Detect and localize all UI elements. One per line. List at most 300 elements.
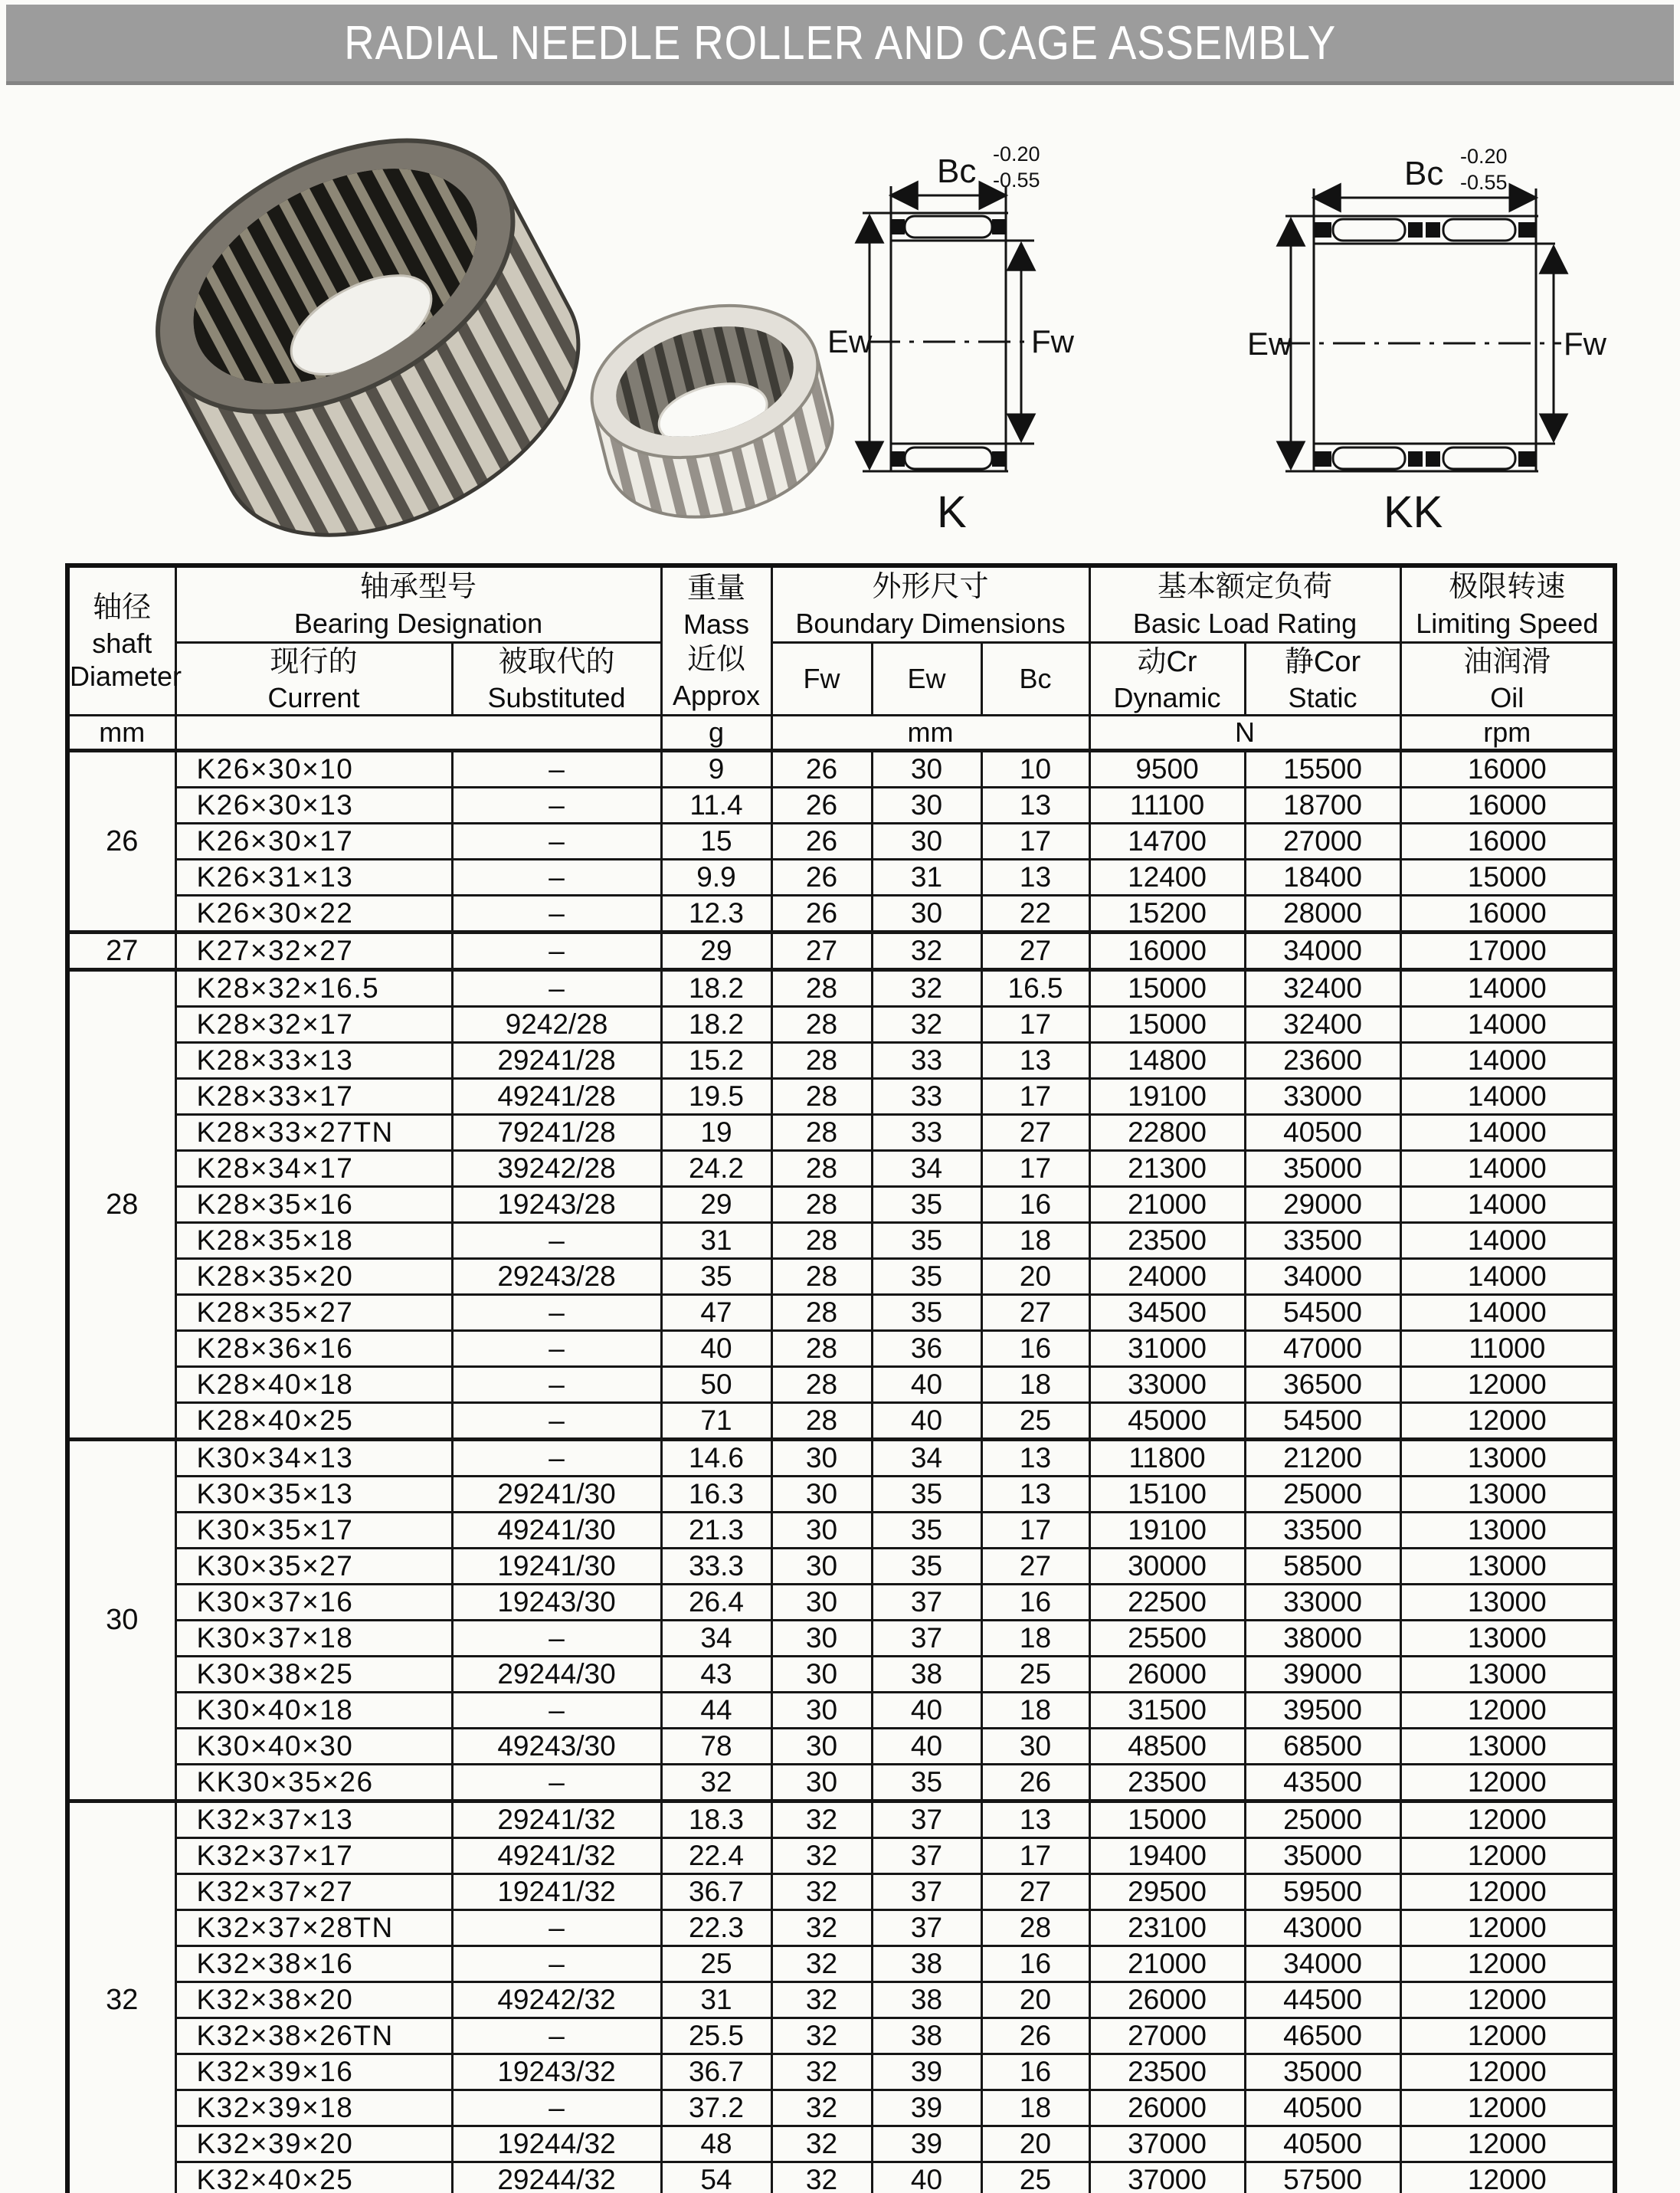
mass-cell: 32 (661, 1765, 771, 1801)
ew-cell: 39 (872, 2090, 981, 2126)
designation-cell: K30×35×13 (175, 1477, 452, 1513)
substituted-cell: 19241/30 (452, 1549, 661, 1585)
dynamic-load-cell: 23100 (1089, 1910, 1245, 1946)
mass-cell: 33.3 (661, 1549, 771, 1585)
bc-cell: 17 (981, 824, 1089, 860)
fw-cell: 28 (771, 1223, 872, 1259)
mass-cell: 22.3 (661, 1910, 771, 1946)
col-header-dynamic: 动Cr Dynamic (1089, 642, 1245, 716)
fw-cell: 30 (771, 1513, 872, 1549)
limiting-speed-cell: 14000 (1400, 1007, 1615, 1043)
substituted-cell: – (452, 1693, 661, 1729)
substituted-cell: – (452, 970, 661, 1007)
ew-cell: 38 (872, 1982, 981, 2018)
ew-cell: 40 (872, 1729, 981, 1765)
bc-cell: 25 (981, 1403, 1089, 1440)
table-row (67, 1223, 1615, 1259)
dynamic-load-cell: 23500 (1089, 2054, 1245, 2090)
unit-boundary: mm (771, 716, 1089, 751)
designation-cell: K30×35×27 (175, 1549, 452, 1585)
mass-cell: 36.7 (661, 2054, 771, 2090)
dynamic-load-cell: 15000 (1089, 970, 1245, 1007)
table-row (67, 1693, 1615, 1729)
substituted-cell: 19243/28 (452, 1187, 661, 1223)
designation-cell: K26×30×13 (175, 788, 452, 824)
spec-table (65, 563, 1617, 2193)
bc-cell: 13 (981, 1477, 1089, 1513)
fw-cell: 27 (771, 933, 872, 970)
static-load-cell: 15500 (1245, 751, 1400, 788)
dynamic-load-cell: 37000 (1089, 2126, 1245, 2162)
static-load-cell: 35000 (1245, 2054, 1400, 2090)
dynamic-load-cell: 34500 (1089, 1295, 1245, 1331)
dim-label-bc-k: Bc (937, 152, 977, 190)
substituted-cell: – (452, 1295, 661, 1331)
dynamic-load-cell: 22500 (1089, 1585, 1245, 1621)
fw-cell: 30 (771, 1765, 872, 1801)
dim-label-fw-kk: Fw (1564, 326, 1606, 362)
dynamic-load-cell: 9500 (1089, 751, 1245, 788)
limiting-speed-cell: 16000 (1400, 751, 1615, 788)
designation-cell: K32×38×20 (175, 1982, 452, 2018)
ew-cell: 36 (872, 1331, 981, 1367)
fw-cell: 26 (771, 751, 872, 788)
substituted-cell: – (452, 1367, 661, 1403)
limiting-speed-cell: 12000 (1400, 2090, 1615, 2126)
ew-cell: 39 (872, 2126, 981, 2162)
substituted-cell: 29244/32 (452, 2162, 661, 2193)
substituted-cell: – (452, 1910, 661, 1946)
bearing-photos (100, 138, 850, 544)
designation-cell: K26×30×17 (175, 824, 452, 860)
table-row (67, 860, 1615, 896)
diagram-kk-label: KK (1384, 487, 1443, 537)
mass-cell: 48 (661, 2126, 771, 2162)
static-load-cell: 35000 (1245, 1838, 1400, 1874)
ew-cell: 35 (872, 1187, 981, 1223)
bc-cell: 25 (981, 2162, 1089, 2193)
bc-cell: 10 (981, 751, 1089, 788)
diagram-kk (1278, 188, 1561, 471)
ew-cell: 33 (872, 1079, 981, 1115)
limiting-speed-cell: 13000 (1400, 1513, 1615, 1549)
table-row (67, 896, 1615, 933)
dynamic-load-cell: 15200 (1089, 896, 1245, 933)
static-load-cell: 68500 (1245, 1729, 1400, 1765)
fw-cell: 32 (771, 2090, 872, 2126)
static-load-cell: 39500 (1245, 1693, 1400, 1729)
dynamic-load-cell: 15100 (1089, 1477, 1245, 1513)
designation-cell: K32×38×16 (175, 1946, 452, 1982)
designation-cell: K28×33×17 (175, 1079, 452, 1115)
unit-designation-empty (175, 716, 661, 751)
bc-cell: 18 (981, 1367, 1089, 1403)
fw-cell: 32 (771, 2054, 872, 2090)
bc-cell: 18 (981, 1693, 1089, 1729)
fw-cell: 30 (771, 1549, 872, 1585)
fw-cell: 32 (771, 1910, 872, 1946)
ew-cell: 32 (872, 1007, 981, 1043)
dynamic-load-cell: 14700 (1089, 824, 1245, 860)
static-load-cell: 54500 (1245, 1295, 1400, 1331)
bc-cell: 27 (981, 1295, 1089, 1331)
ew-cell: 37 (872, 1910, 981, 1946)
table-row (67, 1801, 1615, 1838)
mass-cell: 21.3 (661, 1513, 771, 1549)
dynamic-load-cell: 33000 (1089, 1367, 1245, 1403)
ew-cell: 37 (872, 1621, 981, 1657)
static-load-cell: 36500 (1245, 1367, 1400, 1403)
designation-cell: K28×35×20 (175, 1259, 452, 1295)
designation-cell: K26×30×10 (175, 751, 452, 788)
limiting-speed-cell: 14000 (1400, 1151, 1615, 1187)
substituted-cell: 79241/28 (452, 1115, 661, 1151)
designation-cell: K32×39×18 (175, 2090, 452, 2126)
mass-cell: 12.3 (661, 896, 771, 933)
fw-cell: 28 (771, 1043, 872, 1079)
table-row (67, 1151, 1615, 1187)
ew-cell: 33 (872, 1043, 981, 1079)
table-row (67, 1331, 1615, 1367)
mass-cell: 29 (661, 1187, 771, 1223)
limiting-speed-cell: 13000 (1400, 1585, 1615, 1621)
substituted-cell: 49243/30 (452, 1729, 661, 1765)
ew-cell: 37 (872, 1801, 981, 1838)
substituted-cell: – (452, 824, 661, 860)
ew-cell: 35 (872, 1549, 981, 1585)
limiting-speed-cell: 14000 (1400, 1223, 1615, 1259)
mass-cell: 11.4 (661, 788, 771, 824)
ew-cell: 35 (872, 1477, 981, 1513)
table-row (67, 1874, 1615, 1910)
col-header-fw: Fw (771, 642, 872, 716)
ew-cell: 35 (872, 1765, 981, 1801)
dynamic-load-cell: 45000 (1089, 1403, 1245, 1440)
ew-cell: 38 (872, 2018, 981, 2054)
col-header-bearing-designation: 轴承型号 Bearing Designation (175, 565, 661, 642)
bc-cell: 26 (981, 2018, 1089, 2054)
substituted-cell: 29243/28 (452, 1259, 661, 1295)
static-load-cell: 33000 (1245, 1585, 1400, 1621)
fw-cell: 28 (771, 1115, 872, 1151)
static-load-cell: 40500 (1245, 2090, 1400, 2126)
static-load-cell: 34000 (1245, 1259, 1400, 1295)
dynamic-load-cell: 23500 (1089, 1765, 1245, 1801)
designation-cell: K32×38×26TN (175, 2018, 452, 2054)
mass-cell: 18.2 (661, 1007, 771, 1043)
table-row (67, 1982, 1615, 2018)
bc-cell: 20 (981, 2126, 1089, 2162)
limiting-speed-cell: 13000 (1400, 1440, 1615, 1477)
bc-cell: 16 (981, 1585, 1089, 1621)
dynamic-load-cell: 48500 (1089, 1729, 1245, 1765)
dynamic-load-cell: 15000 (1089, 1801, 1245, 1838)
table-row (67, 1043, 1615, 1079)
bc-cell: 26 (981, 1765, 1089, 1801)
dynamic-load-cell: 19100 (1089, 1079, 1245, 1115)
fw-cell: 32 (771, 2126, 872, 2162)
limiting-speed-cell: 12000 (1400, 1403, 1615, 1440)
limiting-speed-cell: 14000 (1400, 1259, 1615, 1295)
fw-cell: 28 (771, 1295, 872, 1331)
ew-cell: 35 (872, 1259, 981, 1295)
ew-cell: 31 (872, 860, 981, 896)
diagram-k (863, 186, 1034, 471)
mass-cell: 24.2 (661, 1151, 771, 1187)
table-row (67, 970, 1615, 1007)
static-load-cell: 39000 (1245, 1657, 1400, 1693)
table-row (67, 2018, 1615, 2054)
bc-cell: 22 (981, 896, 1089, 933)
ew-cell: 38 (872, 1657, 981, 1693)
fw-cell: 32 (771, 1801, 872, 1838)
table-row (67, 824, 1615, 860)
limiting-speed-cell: 16000 (1400, 824, 1615, 860)
fw-cell: 28 (771, 1259, 872, 1295)
limiting-speed-cell: 17000 (1400, 933, 1615, 970)
bc-cell: 17 (981, 1079, 1089, 1115)
bc-cell: 16 (981, 1946, 1089, 1982)
static-load-cell: 46500 (1245, 2018, 1400, 2054)
limiting-speed-cell: 14000 (1400, 1295, 1615, 1331)
static-load-cell: 25000 (1245, 1801, 1400, 1838)
limiting-speed-cell: 12000 (1400, 1910, 1615, 1946)
designation-cell: K30×37×18 (175, 1621, 452, 1657)
mass-cell: 78 (661, 1729, 771, 1765)
fw-cell: 26 (771, 788, 872, 824)
dynamic-load-cell: 31000 (1089, 1331, 1245, 1367)
static-load-cell: 35000 (1245, 1151, 1400, 1187)
page-header-banner (6, 5, 1674, 85)
designation-cell: K28×40×18 (175, 1367, 452, 1403)
static-load-cell: 47000 (1245, 1331, 1400, 1367)
static-load-cell: 18400 (1245, 860, 1400, 896)
fw-cell: 28 (771, 1151, 872, 1187)
static-load-cell: 33000 (1245, 1079, 1400, 1115)
col-header-mass: 重量 Mass 近似 Approx (661, 565, 771, 716)
designation-cell: K28×34×17 (175, 1151, 452, 1187)
fw-cell: 30 (771, 1729, 872, 1765)
table-row (67, 1187, 1615, 1223)
dynamic-load-cell: 25500 (1089, 1621, 1245, 1657)
static-load-cell: 18700 (1245, 788, 1400, 824)
substituted-cell: 19243/32 (452, 2054, 661, 2090)
mass-cell: 34 (661, 1621, 771, 1657)
table-row (67, 1838, 1615, 1874)
shaft-diameter-value: 30 (67, 1440, 175, 1801)
substituted-cell: – (452, 788, 661, 824)
bc-cell: 28 (981, 1910, 1089, 1946)
mass-cell: 47 (661, 1295, 771, 1331)
fw-cell: 28 (771, 1331, 872, 1367)
table-row (67, 1477, 1615, 1513)
dim-tol-upper-kk: -0.20 (1460, 145, 1508, 168)
mass-cell: 43 (661, 1657, 771, 1693)
col-header-oil: 油润滑 Oil (1400, 642, 1615, 716)
table-row (67, 2054, 1615, 2090)
dynamic-load-cell: 26000 (1089, 1982, 1245, 2018)
table-row (67, 1440, 1615, 1477)
bc-cell: 18 (981, 1621, 1089, 1657)
table-row (67, 1007, 1615, 1043)
bc-cell: 17 (981, 1838, 1089, 1874)
mass-cell: 40 (661, 1331, 771, 1367)
fw-cell: 28 (771, 1187, 872, 1223)
table-row (67, 1259, 1615, 1295)
bc-cell: 16 (981, 1331, 1089, 1367)
col-header-basic-load-rating: 基本额定负荷 Basic Load Rating (1089, 565, 1400, 642)
shaft-diameter-value: 27 (67, 933, 175, 970)
substituted-cell: 19241/32 (452, 1874, 661, 1910)
dim-label-fw-k: Fw (1031, 323, 1074, 359)
mass-cell: 19.5 (661, 1079, 771, 1115)
bc-cell: 20 (981, 1259, 1089, 1295)
bc-cell: 13 (981, 1440, 1089, 1477)
unit-load: N (1089, 716, 1400, 751)
dynamic-load-cell: 16000 (1089, 933, 1245, 970)
fw-cell: 28 (771, 1079, 872, 1115)
mass-cell: 37.2 (661, 2090, 771, 2126)
mass-cell: 16.3 (661, 1477, 771, 1513)
table-row (67, 2090, 1615, 2126)
dynamic-load-cell: 22800 (1089, 1115, 1245, 1151)
static-load-cell: 21200 (1245, 1440, 1400, 1477)
table-row (67, 1295, 1615, 1331)
fw-cell: 30 (771, 1440, 872, 1477)
designation-cell: K32×37×28TN (175, 1910, 452, 1946)
table-row (67, 788, 1615, 824)
substituted-cell: 49242/32 (452, 1982, 661, 2018)
designation-cell: K30×40×18 (175, 1693, 452, 1729)
fw-cell: 28 (771, 1367, 872, 1403)
diagram-k-label: K (937, 487, 967, 537)
limiting-speed-cell: 13000 (1400, 1657, 1615, 1693)
bc-cell: 27 (981, 1115, 1089, 1151)
table-row (67, 933, 1615, 970)
mass-cell: 29 (661, 933, 771, 970)
designation-cell: K32×37×17 (175, 1838, 452, 1874)
ew-cell: 39 (872, 2054, 981, 2090)
static-load-cell: 34000 (1245, 933, 1400, 970)
col-header-limiting-speed: 极限转速 Limiting Speed (1400, 565, 1615, 642)
bc-cell: 20 (981, 1982, 1089, 2018)
ew-cell: 35 (872, 1513, 981, 1549)
limiting-speed-cell: 14000 (1400, 1115, 1615, 1151)
dynamic-load-cell: 23500 (1089, 1223, 1245, 1259)
substituted-cell: – (452, 1223, 661, 1259)
dim-label-ew-kk: Ew (1247, 326, 1292, 362)
bc-cell: 18 (981, 2090, 1089, 2126)
ew-cell: 33 (872, 1115, 981, 1151)
dynamic-load-cell: 27000 (1089, 2018, 1245, 2054)
fw-cell: 26 (771, 860, 872, 896)
static-load-cell: 57500 (1245, 2162, 1400, 2193)
bearing-photo-small (575, 284, 848, 540)
substituted-cell: 49241/28 (452, 1079, 661, 1115)
static-load-cell: 29000 (1245, 1187, 1400, 1223)
limiting-speed-cell: 12000 (1400, 1367, 1615, 1403)
dim-tol-upper-k: -0.20 (993, 143, 1040, 166)
substituted-cell: 49241/32 (452, 1838, 661, 1874)
ew-cell: 34 (872, 1440, 981, 1477)
substituted-cell: – (452, 751, 661, 788)
mass-cell: 50 (661, 1367, 771, 1403)
substituted-cell: – (452, 1621, 661, 1657)
shaft-diameter-value: 32 (67, 1801, 175, 2193)
static-load-cell: 33500 (1245, 1513, 1400, 1549)
bc-cell: 16 (981, 1187, 1089, 1223)
unit-mass: g (661, 716, 771, 751)
col-header-substituted: 被取代的 Substituted (452, 642, 661, 716)
limiting-speed-cell: 12000 (1400, 1765, 1615, 1801)
bc-cell: 16 (981, 2054, 1089, 2090)
substituted-cell: – (452, 2090, 661, 2126)
table-row (67, 1115, 1615, 1151)
col-header-static: 静Cor Static (1245, 642, 1400, 716)
dynamic-load-cell: 15000 (1089, 1007, 1245, 1043)
dynamic-load-cell: 29500 (1089, 1874, 1245, 1910)
ew-cell: 40 (872, 1693, 981, 1729)
unit-speed: rpm (1400, 716, 1615, 751)
mass-cell: 35 (661, 1259, 771, 1295)
ew-cell: 40 (872, 2162, 981, 2193)
dynamic-load-cell: 21000 (1089, 1946, 1245, 1982)
mass-cell: 25 (661, 1946, 771, 1982)
mass-cell: 31 (661, 1982, 771, 2018)
limiting-speed-cell: 14000 (1400, 1079, 1615, 1115)
dim-tol-lower-k: -0.55 (993, 169, 1040, 192)
ew-cell: 32 (872, 933, 981, 970)
limiting-speed-cell: 13000 (1400, 1729, 1615, 1765)
static-load-cell: 58500 (1245, 1549, 1400, 1585)
substituted-cell: 19243/30 (452, 1585, 661, 1621)
static-load-cell: 28000 (1245, 896, 1400, 933)
mass-cell: 71 (661, 1403, 771, 1440)
table-row (67, 1403, 1615, 1440)
fw-cell: 26 (771, 896, 872, 933)
technical-diagrams (826, 113, 1680, 588)
bc-cell: 27 (981, 1549, 1089, 1585)
limiting-speed-cell: 14000 (1400, 1043, 1615, 1079)
fw-cell: 30 (771, 1657, 872, 1693)
substituted-cell: – (452, 1946, 661, 1982)
table-row (67, 1946, 1615, 1982)
substituted-cell: – (452, 860, 661, 896)
bc-cell: 18 (981, 1223, 1089, 1259)
designation-cell: K30×34×13 (175, 1440, 452, 1477)
dynamic-load-cell: 21000 (1089, 1187, 1245, 1223)
table-row (67, 1549, 1615, 1585)
static-load-cell: 54500 (1245, 1403, 1400, 1440)
designation-cell: K28×35×18 (175, 1223, 452, 1259)
mass-cell: 44 (661, 1693, 771, 1729)
bc-cell: 17 (981, 1151, 1089, 1187)
substituted-cell: 9242/28 (452, 1007, 661, 1043)
designation-cell: K32×39×20 (175, 2126, 452, 2162)
page-title: RADIAL NEEDLE ROLLER AND CAGE ASSEMBLY (344, 16, 1336, 70)
substituted-cell: – (452, 933, 661, 970)
fw-cell: 32 (771, 1946, 872, 1982)
dynamic-load-cell: 26000 (1089, 1657, 1245, 1693)
bearing-photo-large (113, 138, 624, 544)
limiting-speed-cell: 12000 (1400, 1874, 1615, 1910)
designation-cell: K28×32×16.5 (175, 970, 452, 1007)
limiting-speed-cell: 15000 (1400, 860, 1615, 896)
dim-tol-lower-kk: -0.55 (1460, 171, 1508, 194)
table-row (67, 1079, 1615, 1115)
fw-cell: 28 (771, 970, 872, 1007)
bc-cell: 27 (981, 933, 1089, 970)
